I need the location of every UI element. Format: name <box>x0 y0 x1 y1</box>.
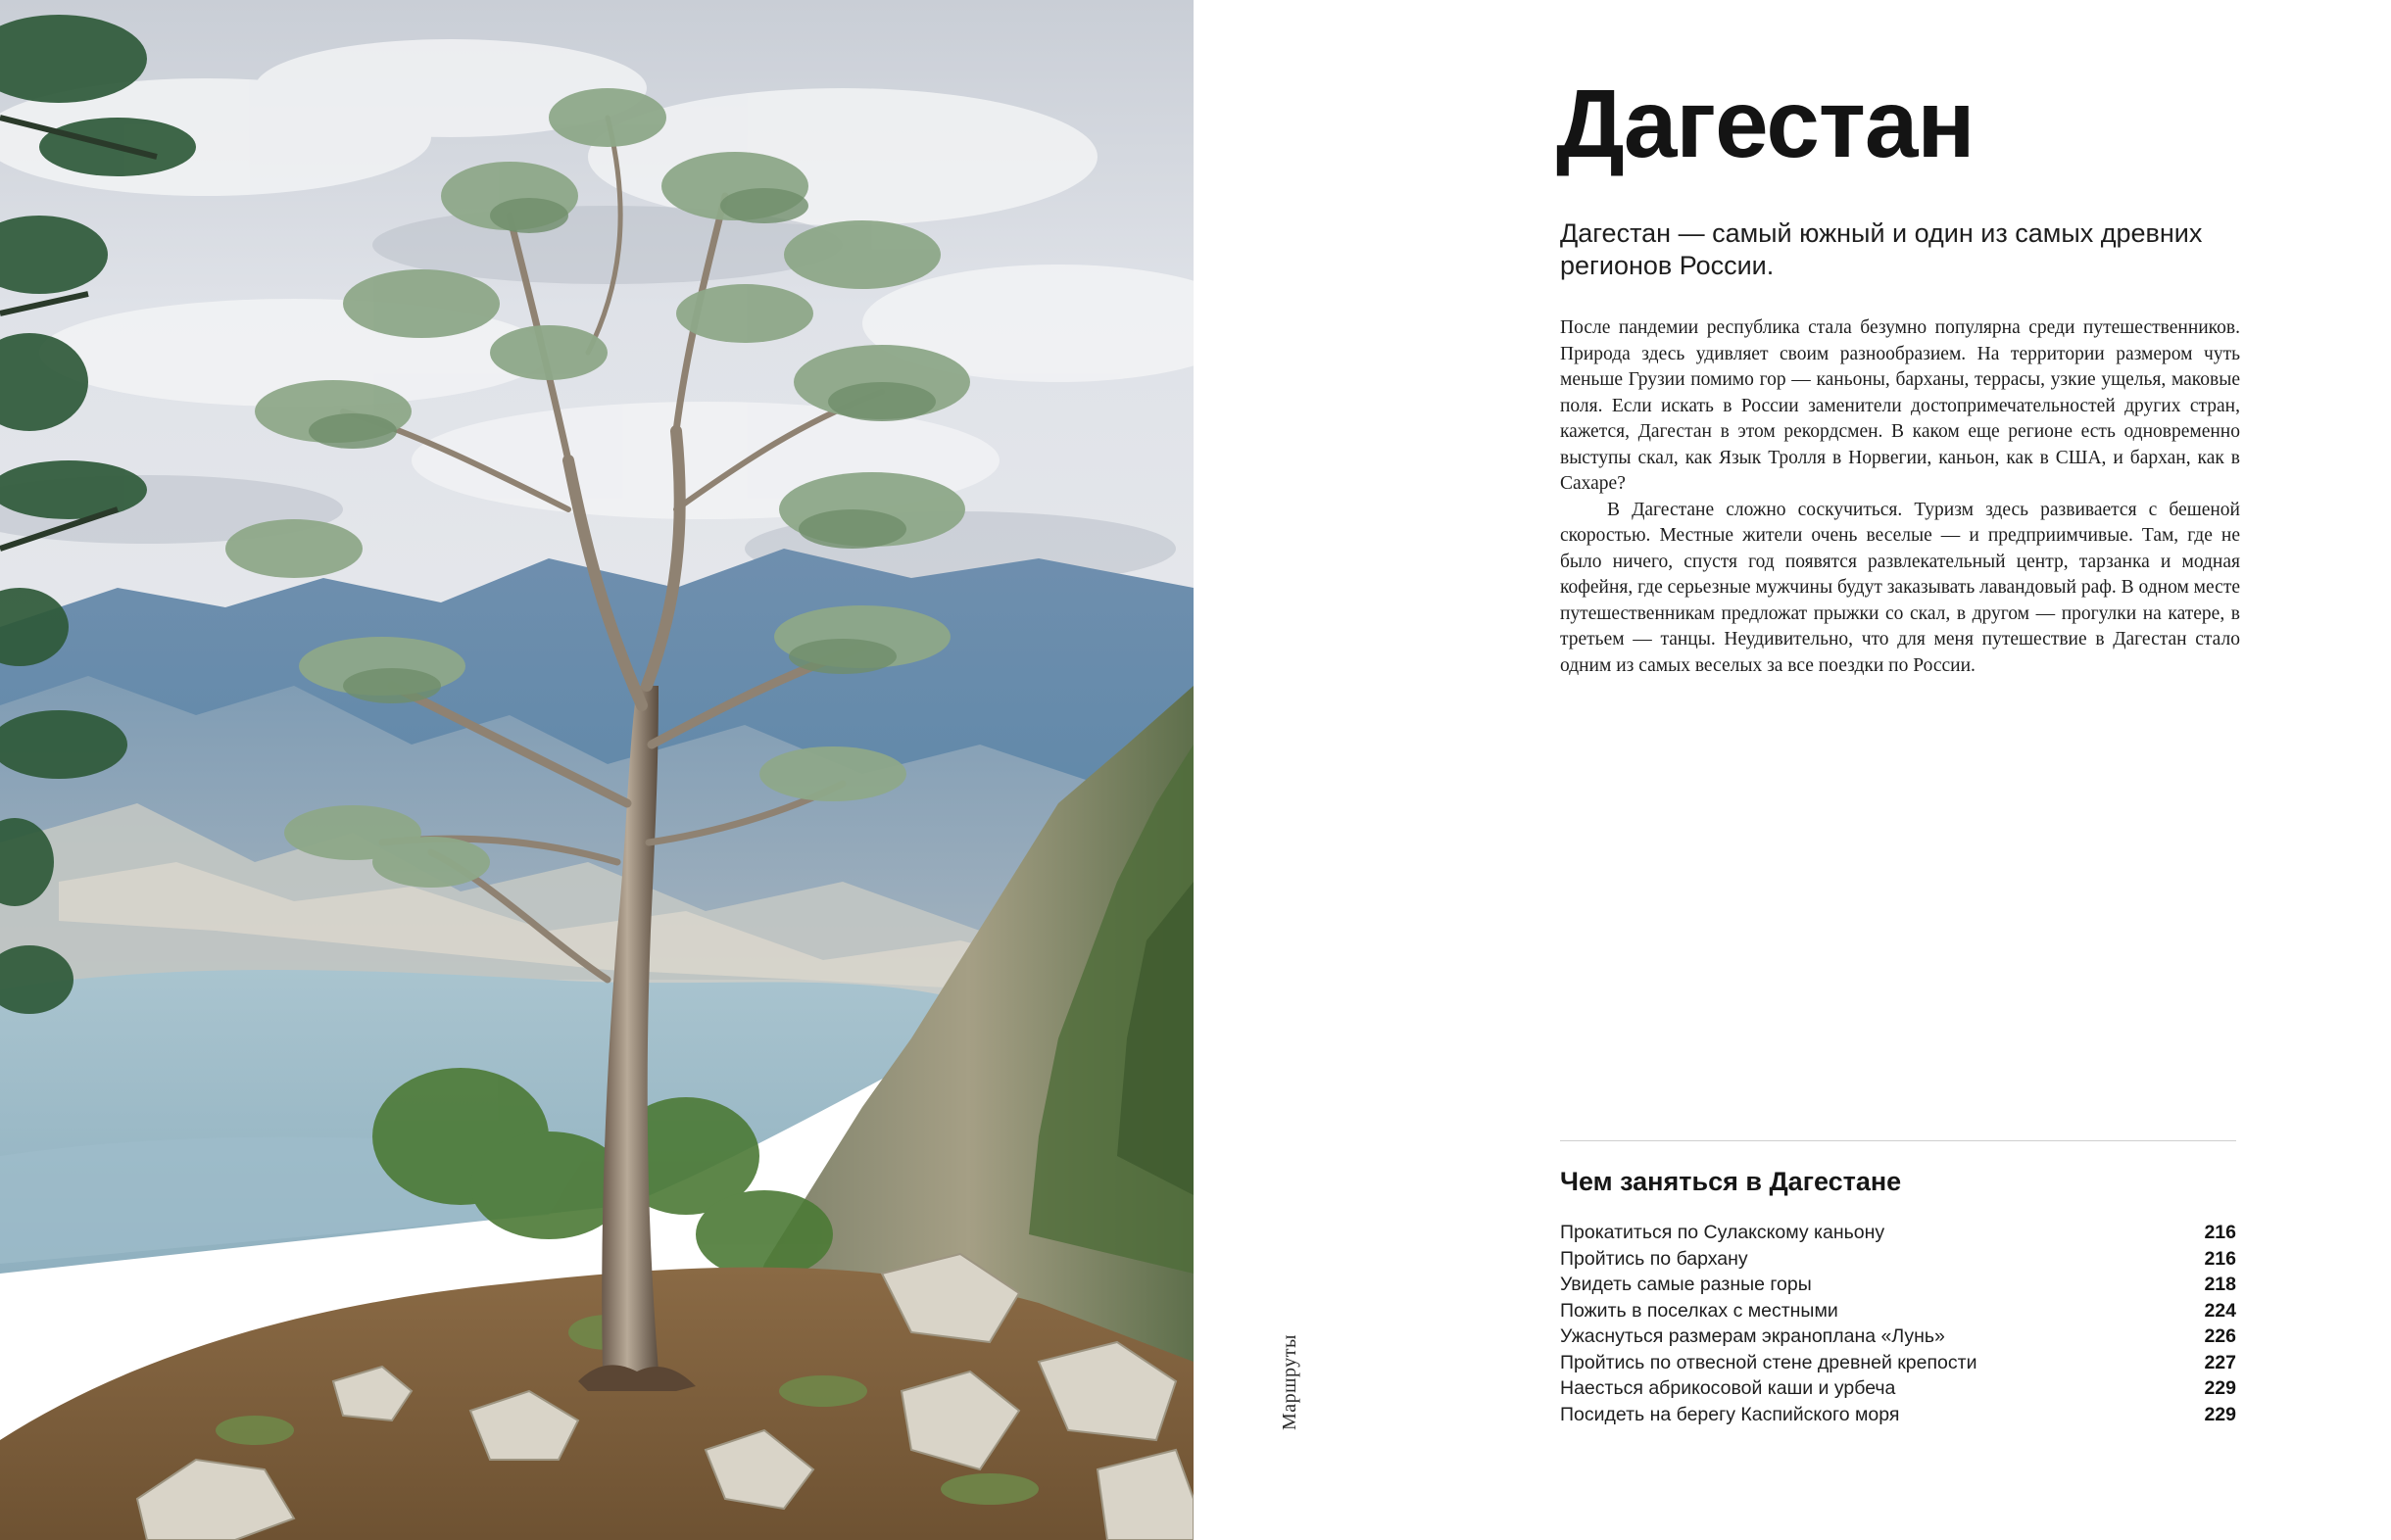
body-text <box>1560 315 2240 679</box>
landscape-photo <box>0 0 1194 1540</box>
photo-illustration <box>0 0 1194 1540</box>
body-paragraph-2: В Дагестане сложно соскучиться. Туризм здесь развивается с бешеной скоростью. Местные жители очень веселые — и предприимчивые. Там, где не было ничего, спустя год появятся развлекательный центр, тарзанка и модная кофейня, где серьезные мужчины будут заказывать лавандовый раф. В одном месте путешественникам предложат прыжки со скал, в другом — прогулки на катере, в третьем — танцы. Неудивительно, что для меня путешествие в Дагестан стало одним из самых веселых за все поездки по России. <box>1560 499 2240 676</box>
contents-item[interactable] <box>1560 1272 2236 1298</box>
contents-item-label: Пройтись по отвесной стене древней крепости <box>1560 1351 1977 1373</box>
contents-item-page: 216 <box>2204 1247 2236 1270</box>
contents-item-page: 226 <box>2204 1325 2236 1347</box>
contents-item[interactable] <box>1560 1402 2236 1428</box>
contents-item-page: 227 <box>2204 1351 2236 1373</box>
body-paragraph-1: После пандемии республика стала безумно популярна среди путешественников. Природа здесь удивляет своим разнообразием. На территории размером чуть меньше Грузии помимо гор — каньоны, барханы, террасы, узкие ущелья, маковые поля. Если искать в России заменители достопримечательностей других стран, кажется, Дагестан в этом рекордсмен. В каком еще регионе есть одновременно выступы скал, как Язык Тролля в Норвегии, каньон, как в США, и бархан, как в Сахаре? <box>1560 317 2240 494</box>
contents-item-label: Наесться абрикосовой каши и урбеча <box>1560 1377 1896 1399</box>
contents-item[interactable] <box>1560 1375 2236 1402</box>
contents-item-label: Ужаснуться размерам экраноплана «Лунь» <box>1560 1325 1945 1347</box>
contents-item[interactable] <box>1560 1246 2236 1273</box>
contents-item[interactable] <box>1560 1323 2236 1350</box>
contents-list <box>1560 1220 2236 1427</box>
section-divider <box>1560 1140 2236 1141</box>
lead-paragraph: Дагестан — самый южный и один из самых древних регионов России. <box>1560 218 2203 280</box>
contents-item-label: Посидеть на берегу Каспийского моря <box>1560 1403 1900 1425</box>
activities-contents <box>1560 1140 2236 1427</box>
contents-item-label: Увидеть самые разные горы <box>1560 1274 1812 1295</box>
contents-item-label: Пожить в поселках с местными <box>1560 1299 1838 1322</box>
contents-item[interactable] <box>1560 1298 2236 1324</box>
contents-item-label: Прокатиться по Сулакскому каньону <box>1560 1222 1885 1243</box>
contents-item[interactable] <box>1560 1220 2236 1246</box>
contents-item-page: 229 <box>2204 1403 2236 1425</box>
contents-item-label: Пройтись по бархану <box>1560 1247 1748 1270</box>
running-head: Маршруты <box>1279 1334 1300 1430</box>
text-page <box>1556 0 2240 1540</box>
page-title: Дагестан <box>1556 70 1975 177</box>
contents-item-page: 216 <box>2204 1222 2236 1243</box>
contents-item[interactable] <box>1560 1350 2236 1376</box>
contents-heading: Чем заняться в Дагестане <box>1560 1167 1902 1196</box>
contents-item-page: 229 <box>2204 1377 2236 1399</box>
contents-item-page: 218 <box>2204 1274 2236 1295</box>
contents-item-page: 224 <box>2204 1299 2236 1322</box>
